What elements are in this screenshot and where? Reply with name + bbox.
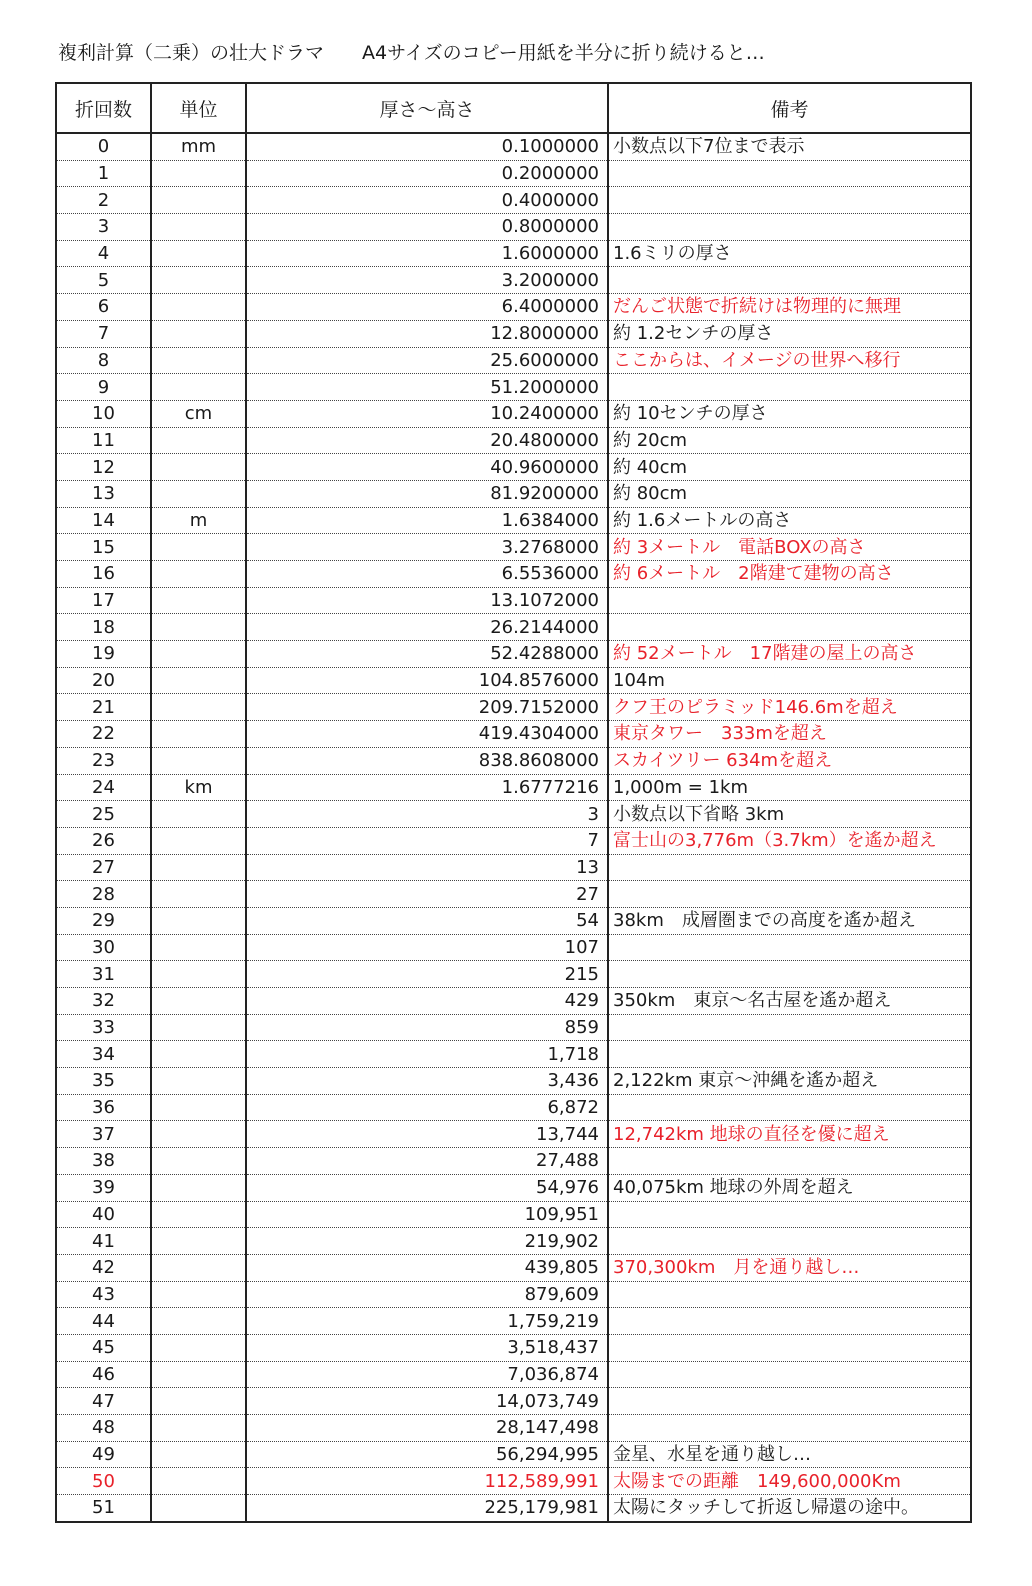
thickness-cell: 0.4000000 bbox=[246, 187, 608, 214]
fold-count-cell: 34 bbox=[56, 1041, 151, 1068]
thickness-cell: 209.7152000 bbox=[246, 694, 608, 721]
remark-cell bbox=[608, 1148, 971, 1175]
thickness-cell: 13 bbox=[246, 854, 608, 881]
fold-count-cell: 43 bbox=[56, 1281, 151, 1308]
fold-count-cell: 22 bbox=[56, 721, 151, 748]
table-row bbox=[56, 427, 971, 454]
table-row bbox=[56, 667, 971, 694]
fold-table bbox=[55, 82, 972, 1523]
table-row bbox=[56, 587, 971, 614]
table-row bbox=[56, 694, 971, 721]
unit-cell bbox=[151, 854, 246, 881]
unit-cell bbox=[151, 1174, 246, 1201]
fold-count-cell: 41 bbox=[56, 1228, 151, 1255]
remark-cell: だんご状態で折続けは物理的に無理 bbox=[608, 294, 971, 321]
remark-cell bbox=[608, 1361, 971, 1388]
thickness-cell: 838.8608000 bbox=[246, 747, 608, 774]
table-row bbox=[56, 1334, 971, 1361]
fold-count-cell: 6 bbox=[56, 294, 151, 321]
remark-cell: 1.6ミリの厚さ bbox=[608, 240, 971, 267]
remark-cell: 約 6メートル 2階建て建物の高さ bbox=[608, 561, 971, 588]
thickness-cell: 6,872 bbox=[246, 1094, 608, 1121]
table-row bbox=[56, 400, 971, 427]
thickness-cell: 6.5536000 bbox=[246, 561, 608, 588]
table-row bbox=[56, 961, 971, 988]
unit-cell bbox=[151, 160, 246, 187]
remark-cell bbox=[608, 1308, 971, 1335]
fold-count-cell: 13 bbox=[56, 480, 151, 507]
fold-count-cell: 12 bbox=[56, 454, 151, 481]
thickness-cell: 40.9600000 bbox=[246, 454, 608, 481]
table-row bbox=[56, 1041, 971, 1068]
remark-cell bbox=[608, 1415, 971, 1442]
fold-count-cell: 42 bbox=[56, 1254, 151, 1281]
table-row bbox=[56, 1068, 971, 1095]
unit-cell bbox=[151, 988, 246, 1015]
table-row bbox=[56, 1388, 971, 1415]
table-row bbox=[56, 1254, 971, 1281]
remark-cell bbox=[608, 587, 971, 614]
unit-cell bbox=[151, 1254, 246, 1281]
remark-cell bbox=[608, 1334, 971, 1361]
remark-cell: 約 1.6メートルの高さ bbox=[608, 507, 971, 534]
remark-cell bbox=[608, 881, 971, 908]
thickness-cell: 219,902 bbox=[246, 1228, 608, 1255]
remark-cell bbox=[608, 1388, 971, 1415]
fold-count-cell: 5 bbox=[56, 267, 151, 294]
unit-cell bbox=[151, 187, 246, 214]
table-row bbox=[56, 347, 971, 374]
fold-count-cell: 33 bbox=[56, 1014, 151, 1041]
thickness-cell: 13.1072000 bbox=[246, 587, 608, 614]
unit-cell bbox=[151, 1094, 246, 1121]
unit-cell bbox=[151, 1228, 246, 1255]
thickness-cell: 859 bbox=[246, 1014, 608, 1041]
thickness-cell: 81.9200000 bbox=[246, 480, 608, 507]
table-row bbox=[56, 240, 971, 267]
fold-count-cell: 10 bbox=[56, 400, 151, 427]
unit-cell bbox=[151, 267, 246, 294]
table-row bbox=[56, 561, 971, 588]
header-unit: 単位 bbox=[151, 83, 246, 133]
table-row bbox=[56, 1121, 971, 1148]
fold-count-cell: 31 bbox=[56, 961, 151, 988]
fold-count-cell: 27 bbox=[56, 854, 151, 881]
unit-cell bbox=[151, 240, 246, 267]
unit-cell bbox=[151, 1495, 246, 1522]
unit-cell bbox=[151, 454, 246, 481]
unit-cell bbox=[151, 747, 246, 774]
table-row bbox=[56, 294, 971, 321]
table-row bbox=[56, 747, 971, 774]
remark-cell: 38km 成層圏までの高度を遙か超え bbox=[608, 907, 971, 934]
table-row bbox=[56, 881, 971, 908]
remark-cell bbox=[608, 1094, 971, 1121]
fold-count-cell: 19 bbox=[56, 641, 151, 668]
thickness-cell: 51.2000000 bbox=[246, 374, 608, 401]
thickness-cell: 104.8576000 bbox=[246, 667, 608, 694]
table-row bbox=[56, 1441, 971, 1468]
header-thickness: 厚さ～高さ bbox=[246, 83, 608, 133]
fold-count-cell: 18 bbox=[56, 614, 151, 641]
thickness-cell: 27 bbox=[246, 881, 608, 908]
thickness-cell: 10.2400000 bbox=[246, 400, 608, 427]
thickness-cell: 3,436 bbox=[246, 1068, 608, 1095]
unit-cell bbox=[151, 1148, 246, 1175]
remark-cell: 約 3メートル 電話BOXの高さ bbox=[608, 534, 971, 561]
table-row bbox=[56, 641, 971, 668]
remark-cell: ここからは、イメージの世界へ移行 bbox=[608, 347, 971, 374]
unit-cell bbox=[151, 934, 246, 961]
remark-cell: スカイツリー 634mを超え bbox=[608, 747, 971, 774]
fold-count-cell: 35 bbox=[56, 1068, 151, 1095]
remark-cell bbox=[608, 1281, 971, 1308]
thickness-cell: 56,294,995 bbox=[246, 1441, 608, 1468]
unit-cell: m bbox=[151, 507, 246, 534]
table-row bbox=[56, 934, 971, 961]
remark-cell: 1,000m = 1km bbox=[608, 774, 971, 801]
table-row bbox=[56, 133, 971, 160]
fold-count-cell: 48 bbox=[56, 1415, 151, 1442]
fold-count-cell: 20 bbox=[56, 667, 151, 694]
unit-cell bbox=[151, 347, 246, 374]
header-remarks: 備考 bbox=[608, 83, 971, 133]
fold-count-cell: 40 bbox=[56, 1201, 151, 1228]
thickness-cell: 0.1000000 bbox=[246, 133, 608, 160]
thickness-cell: 0.2000000 bbox=[246, 160, 608, 187]
remark-cell bbox=[608, 374, 971, 401]
thickness-cell: 107 bbox=[246, 934, 608, 961]
table-row bbox=[56, 1415, 971, 1442]
unit-cell bbox=[151, 881, 246, 908]
unit-cell bbox=[151, 1361, 246, 1388]
fold-count-cell: 36 bbox=[56, 1094, 151, 1121]
thickness-cell: 6.4000000 bbox=[246, 294, 608, 321]
remark-cell: 富士山の3,776m（3.7km）を遙か超え bbox=[608, 827, 971, 854]
thickness-cell: 1.6384000 bbox=[246, 507, 608, 534]
thickness-cell: 1,759,219 bbox=[246, 1308, 608, 1335]
header-fold-count: 折回数 bbox=[56, 83, 151, 133]
unit-cell bbox=[151, 320, 246, 347]
thickness-cell: 3 bbox=[246, 801, 608, 828]
table-row bbox=[56, 614, 971, 641]
thickness-cell: 439,805 bbox=[246, 1254, 608, 1281]
unit-cell bbox=[151, 1014, 246, 1041]
table-row bbox=[56, 507, 971, 534]
table-row bbox=[56, 1174, 971, 1201]
table-row bbox=[56, 267, 971, 294]
remark-cell: 約 40cm bbox=[608, 454, 971, 481]
fold-count-cell: 2 bbox=[56, 187, 151, 214]
fold-count-cell: 7 bbox=[56, 320, 151, 347]
remark-cell bbox=[608, 1014, 971, 1041]
unit-cell bbox=[151, 641, 246, 668]
unit-cell bbox=[151, 694, 246, 721]
remark-cell: 104m bbox=[608, 667, 971, 694]
fold-count-cell: 15 bbox=[56, 534, 151, 561]
remark-cell: 約 1.2センチの厚さ bbox=[608, 320, 971, 347]
table-row bbox=[56, 1308, 971, 1335]
fold-count-cell: 16 bbox=[56, 561, 151, 588]
thickness-cell: 1.6000000 bbox=[246, 240, 608, 267]
remark-cell: 350km 東京～名古屋を遙か超え bbox=[608, 988, 971, 1015]
unit-cell bbox=[151, 534, 246, 561]
table-row bbox=[56, 1361, 971, 1388]
remark-cell bbox=[608, 961, 971, 988]
remark-cell: 太陽にタッチして折返し帰還の途中。 bbox=[608, 1495, 971, 1522]
table-row bbox=[56, 534, 971, 561]
table-row bbox=[56, 214, 971, 241]
fold-count-cell: 9 bbox=[56, 374, 151, 401]
table-row bbox=[56, 374, 971, 401]
table-row bbox=[56, 320, 971, 347]
table-row bbox=[56, 774, 971, 801]
fold-count-cell: 29 bbox=[56, 907, 151, 934]
thickness-cell: 0.8000000 bbox=[246, 214, 608, 241]
unit-cell bbox=[151, 374, 246, 401]
unit-cell bbox=[151, 1281, 246, 1308]
thickness-cell: 3.2768000 bbox=[246, 534, 608, 561]
table-body bbox=[56, 133, 971, 1522]
remark-cell: 12,742km 地球の直径を優に超え bbox=[608, 1121, 971, 1148]
unit-cell bbox=[151, 827, 246, 854]
thickness-cell: 26.2144000 bbox=[246, 614, 608, 641]
fold-count-cell: 4 bbox=[56, 240, 151, 267]
fold-count-cell: 11 bbox=[56, 427, 151, 454]
table-row bbox=[56, 1495, 971, 1522]
unit-cell bbox=[151, 907, 246, 934]
fold-count-cell: 49 bbox=[56, 1441, 151, 1468]
table-row bbox=[56, 1468, 971, 1495]
remark-cell: 約 20cm bbox=[608, 427, 971, 454]
thickness-cell: 879,609 bbox=[246, 1281, 608, 1308]
fold-count-cell: 50 bbox=[56, 1468, 151, 1495]
fold-count-cell: 0 bbox=[56, 133, 151, 160]
table-row bbox=[56, 854, 971, 881]
thickness-cell: 3.2000000 bbox=[246, 267, 608, 294]
fold-count-cell: 28 bbox=[56, 881, 151, 908]
table-row bbox=[56, 988, 971, 1015]
thickness-cell: 109,951 bbox=[246, 1201, 608, 1228]
remark-cell bbox=[608, 934, 971, 961]
unit-cell bbox=[151, 614, 246, 641]
thickness-cell: 25.6000000 bbox=[246, 347, 608, 374]
fold-count-cell: 8 bbox=[56, 347, 151, 374]
thickness-cell: 27,488 bbox=[246, 1148, 608, 1175]
remark-cell: 金星、水星を通り越し… bbox=[608, 1441, 971, 1468]
unit-cell bbox=[151, 561, 246, 588]
remark-cell: 約 80cm bbox=[608, 480, 971, 507]
unit-cell bbox=[151, 1388, 246, 1415]
unit-cell: mm bbox=[151, 133, 246, 160]
remark-cell bbox=[608, 187, 971, 214]
page-title: 複利計算（二乗）の壮大ドラマ A4サイズのコピー用紙を半分に折り続けると… bbox=[58, 42, 765, 64]
fold-count-cell: 1 bbox=[56, 160, 151, 187]
unit-cell: km bbox=[151, 774, 246, 801]
thickness-cell: 54 bbox=[246, 907, 608, 934]
unit-cell bbox=[151, 1308, 246, 1335]
remark-cell bbox=[608, 1201, 971, 1228]
unit-cell: cm bbox=[151, 400, 246, 427]
thickness-cell: 112,589,991 bbox=[246, 1468, 608, 1495]
remark-cell bbox=[608, 854, 971, 881]
thickness-cell: 12.8000000 bbox=[246, 320, 608, 347]
table-row bbox=[56, 827, 971, 854]
header-row bbox=[56, 83, 971, 133]
unit-cell bbox=[151, 214, 246, 241]
table-row bbox=[56, 160, 971, 187]
thickness-cell: 14,073,749 bbox=[246, 1388, 608, 1415]
thickness-cell: 13,744 bbox=[246, 1121, 608, 1148]
table-row bbox=[56, 187, 971, 214]
unit-cell bbox=[151, 667, 246, 694]
remark-cell: 小数点以下7位まで表示 bbox=[608, 133, 971, 160]
fold-count-cell: 14 bbox=[56, 507, 151, 534]
thickness-cell: 225,179,981 bbox=[246, 1495, 608, 1522]
unit-cell bbox=[151, 1068, 246, 1095]
fold-count-cell: 24 bbox=[56, 774, 151, 801]
unit-cell bbox=[151, 1334, 246, 1361]
thickness-cell: 1.6777216 bbox=[246, 774, 608, 801]
table-row bbox=[56, 801, 971, 828]
fold-count-cell: 37 bbox=[56, 1121, 151, 1148]
thickness-cell: 215 bbox=[246, 961, 608, 988]
fold-count-cell: 17 bbox=[56, 587, 151, 614]
remark-cell bbox=[608, 1041, 971, 1068]
remark-cell bbox=[608, 267, 971, 294]
unit-cell bbox=[151, 801, 246, 828]
remark-cell: クフ王のピラミッド146.6mを超え bbox=[608, 694, 971, 721]
thickness-cell: 52.4288000 bbox=[246, 641, 608, 668]
fold-count-cell: 21 bbox=[56, 694, 151, 721]
table-row bbox=[56, 721, 971, 748]
remark-cell bbox=[608, 614, 971, 641]
thickness-cell: 7 bbox=[246, 827, 608, 854]
fold-count-cell: 25 bbox=[56, 801, 151, 828]
thickness-cell: 419.4304000 bbox=[246, 721, 608, 748]
table-row bbox=[56, 1228, 971, 1255]
unit-cell bbox=[151, 1121, 246, 1148]
remark-cell: 東京タワー 333mを超え bbox=[608, 721, 971, 748]
fold-count-cell: 32 bbox=[56, 988, 151, 1015]
thickness-cell: 429 bbox=[246, 988, 608, 1015]
remark-cell: 約 10センチの厚さ bbox=[608, 400, 971, 427]
fold-count-cell: 38 bbox=[56, 1148, 151, 1175]
table-row bbox=[56, 1094, 971, 1121]
table-row bbox=[56, 1281, 971, 1308]
fold-count-cell: 47 bbox=[56, 1388, 151, 1415]
unit-cell bbox=[151, 427, 246, 454]
thickness-cell: 3,518,437 bbox=[246, 1334, 608, 1361]
remark-cell: 約 52メートル 17階建の屋上の高さ bbox=[608, 641, 971, 668]
remark-cell: 370,300km 月を通り越し… bbox=[608, 1254, 971, 1281]
unit-cell bbox=[151, 587, 246, 614]
table-row bbox=[56, 907, 971, 934]
thickness-cell: 20.4800000 bbox=[246, 427, 608, 454]
thickness-cell: 54,976 bbox=[246, 1174, 608, 1201]
remark-cell: 太陽までの距離 149,600,000Km bbox=[608, 1468, 971, 1495]
unit-cell bbox=[151, 480, 246, 507]
remark-cell bbox=[608, 1228, 971, 1255]
unit-cell bbox=[151, 1468, 246, 1495]
unit-cell bbox=[151, 294, 246, 321]
remark-cell bbox=[608, 160, 971, 187]
fold-count-cell: 30 bbox=[56, 934, 151, 961]
fold-count-cell: 23 bbox=[56, 747, 151, 774]
unit-cell bbox=[151, 1041, 246, 1068]
fold-count-cell: 51 bbox=[56, 1495, 151, 1522]
thickness-cell: 1,718 bbox=[246, 1041, 608, 1068]
thickness-cell: 28,147,498 bbox=[246, 1415, 608, 1442]
unit-cell bbox=[151, 1441, 246, 1468]
table-row bbox=[56, 454, 971, 481]
fold-count-cell: 39 bbox=[56, 1174, 151, 1201]
remark-cell bbox=[608, 214, 971, 241]
unit-cell bbox=[151, 1415, 246, 1442]
table-row bbox=[56, 1148, 971, 1175]
unit-cell bbox=[151, 721, 246, 748]
fold-count-cell: 3 bbox=[56, 214, 151, 241]
fold-count-cell: 46 bbox=[56, 1361, 151, 1388]
remark-cell: 2,122km 東京～沖縄を遙か超え bbox=[608, 1068, 971, 1095]
unit-cell bbox=[151, 961, 246, 988]
table-row bbox=[56, 1201, 971, 1228]
fold-count-cell: 45 bbox=[56, 1334, 151, 1361]
fold-count-cell: 26 bbox=[56, 827, 151, 854]
table-row bbox=[56, 1014, 971, 1041]
table-row bbox=[56, 480, 971, 507]
unit-cell bbox=[151, 1201, 246, 1228]
fold-count-cell: 44 bbox=[56, 1308, 151, 1335]
remark-cell: 小数点以下省略 3km bbox=[608, 801, 971, 828]
thickness-cell: 7,036,874 bbox=[246, 1361, 608, 1388]
remark-cell: 40,075km 地球の外周を超え bbox=[608, 1174, 971, 1201]
